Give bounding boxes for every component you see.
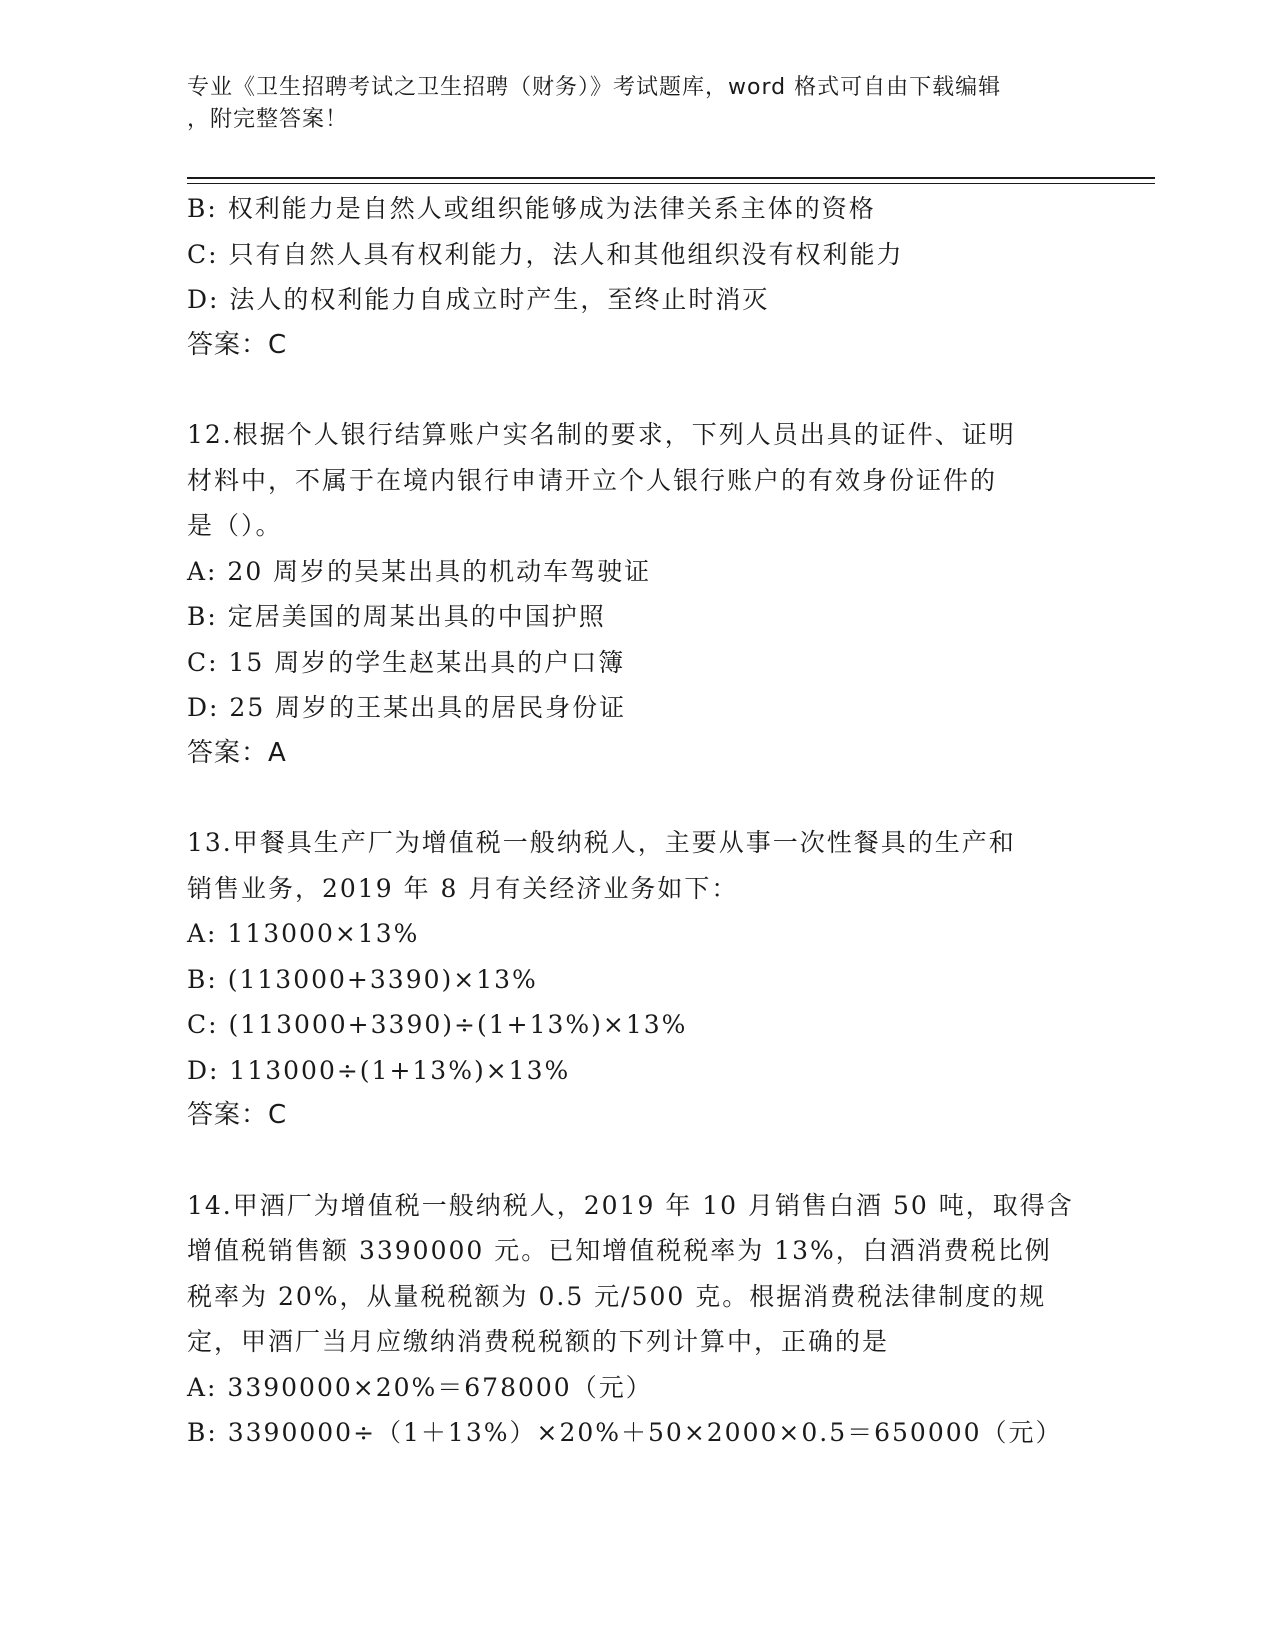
question-stem-line: 税率为 20%，从量税税额为 0.5 元/500 克。根据消费税法律制度的规 <box>187 1281 1047 1311</box>
question-stem-line: 材料中，不属于在境内银行申请开立个人银行账户的有效身份证件的 <box>187 465 998 495</box>
answer-label: 答案：A <box>187 737 287 768</box>
header-divider-thick <box>187 177 1155 179</box>
question-stem-line: 12.根据个人银行结算账户实名制的要求，下列人员出具的证件、证明 <box>187 420 1016 449</box>
answer-label: 答案：C <box>187 1100 288 1130</box>
option-b: B: 定居美国的周某出具的中国护照 <box>187 602 606 631</box>
option-d: D: 113000÷(1+13%)×13% <box>187 1055 571 1085</box>
answer-label: 答案：C <box>187 329 288 360</box>
header-line-2: ，附完整答案！ <box>187 107 349 132</box>
option-c: C: (113000+3390)÷(1+13%)×13% <box>187 1010 688 1039</box>
option-b: B: 权利能力是自然人或组织能够成为法律关系主体的资格 <box>187 194 876 223</box>
question-stem-line: 是（）。 <box>187 511 283 540</box>
option-d: D: 25 周岁的王某出具的居民身份证 <box>187 693 627 722</box>
option-a: A: 113000×13% <box>187 919 420 948</box>
question-stem-line: 定，甲酒厂当月应缴纳消费税税额的下列计算中，正确的是 <box>187 1327 890 1356</box>
option-a: A: 20 周岁的吴某出具的机动车驾驶证 <box>187 556 652 586</box>
question-12 <box>187 412 1087 776</box>
spacer <box>187 776 1087 820</box>
document-header <box>187 72 1087 136</box>
option-b: B: 3390000÷（1＋13%）×20%＋50×2000×0.5＝650000（元） <box>187 1418 1063 1447</box>
spacer <box>187 1139 1087 1183</box>
header-line-1: 专业《卫生招聘考试之卫生招聘（财务）》考试题库，word 格式可自由下载编辑 <box>187 75 1002 100</box>
header-divider-thin <box>187 183 1155 184</box>
question-11 <box>187 186 1087 368</box>
question-13 <box>187 820 1087 1139</box>
option-b: B: (113000+3390)×13% <box>187 964 538 994</box>
option-c: C: 15 周岁的学生赵某出具的户口簿 <box>187 647 626 677</box>
option-a: A: 3390000×20%＝678000（元） <box>187 1372 653 1402</box>
question-14 <box>187 1183 1087 1456</box>
option-c: C: 只有自然人具有权利能力，法人和其他组织没有权利能力 <box>187 239 904 269</box>
option-d: D: 法人的权利能力自成立时产生，至终止时消灭 <box>187 285 770 314</box>
question-stem-line: 14.甲酒厂为增值税一般纳税人，2019 年 10 月销售白酒 50 吨，取得含 <box>187 1190 1074 1220</box>
question-stem-line: 增值税销售额 3390000 元。已知增值税税率为 13%，白酒消费税比例 <box>187 1236 1052 1265</box>
document-body <box>187 186 1087 1456</box>
question-stem-line: 销售业务，2019 年 8 月有关经济业务如下： <box>187 873 739 903</box>
spacer <box>187 368 1087 412</box>
question-stem-line: 13.甲餐具生产厂为增值税一般纳税人，主要从事一次性餐具的生产和 <box>187 828 1016 857</box>
